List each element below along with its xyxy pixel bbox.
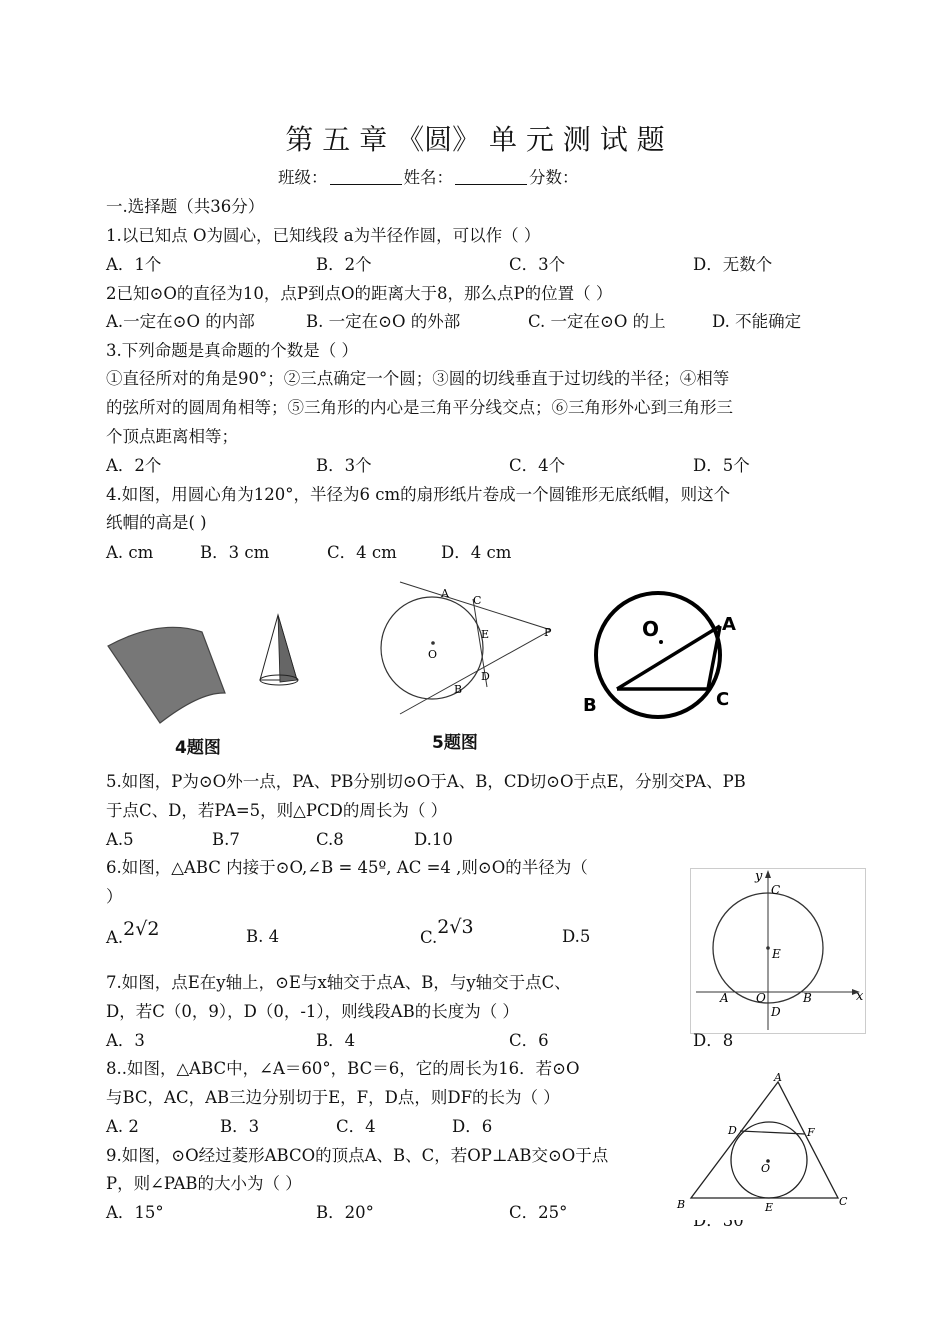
q8-option-d: D．6: [452, 1117, 493, 1136]
score-label: 分数：: [529, 168, 579, 187]
label-A: A: [774, 1071, 782, 1084]
label-O: O: [756, 991, 766, 1005]
q8-option-c: C．4: [336, 1117, 376, 1136]
label-y: y: [755, 869, 763, 884]
figure-5-caption: 5题图: [432, 733, 478, 753]
label-C: C: [839, 1195, 848, 1208]
q4-option-a: A. cm: [106, 543, 154, 562]
info-line: [278, 167, 579, 189]
name-label: 姓名：: [403, 168, 453, 187]
label-x: x: [856, 989, 864, 1004]
q6-option-c-label: C.: [420, 928, 438, 947]
q6-option-a: [106, 918, 160, 949]
figure-4-caption: 4题图: [175, 738, 221, 758]
label-C: C: [473, 594, 482, 607]
label-B: B: [803, 991, 812, 1005]
q6-option-a-value: 2√2: [123, 918, 160, 940]
q5-line1: 5.如图，P为⊙O外一点，PA、PB分别切⊙O于A、B，CD切⊙O于点E，分别交PA、PB: [106, 772, 746, 791]
label-D: D: [771, 1005, 781, 1019]
section-heading: 一.选择题（共36分）: [106, 197, 265, 216]
label-B: B: [454, 683, 463, 696]
q8-line1: 8..如图，△ABC中，∠A＝60°，BC＝6，它的周长为16．若⊙O: [106, 1059, 580, 1078]
label-O: O: [642, 617, 660, 641]
q4-option-c: C．4 cm: [327, 543, 397, 562]
q3-line3: 个顶点距离相等；: [106, 427, 238, 446]
label-A: A: [722, 614, 736, 635]
figure-8: [672, 1068, 854, 1220]
label-A: A: [720, 991, 729, 1005]
q3-stem: 3.下列命题是真命题的个数是（ ）: [106, 341, 358, 360]
figure-7: [690, 868, 866, 1034]
q4-line1: 4.如图，用圆心角为120°，半径为6 cm的扇形纸片卷成一个圆锥形无底纸帽，则这个: [106, 485, 731, 504]
label-P: P: [544, 626, 552, 639]
q2-option-b: B. 一定在⊙O 的外部: [306, 312, 461, 331]
label-E: E: [772, 947, 781, 961]
q7-option-b: B．4: [316, 1031, 356, 1050]
q2-option-a: A.一定在⊙O 的内部: [106, 312, 255, 331]
q9-option-a: A．15°: [106, 1203, 164, 1222]
q7-line2: D，若C（0，9），D（0，-1），则线段AB的长度为（ ）: [106, 1002, 519, 1021]
q7-option-a: A．3: [106, 1031, 145, 1050]
class-label: 班级：: [278, 168, 328, 187]
label-O: O: [428, 648, 438, 661]
q9-option-b: B．20°: [316, 1203, 374, 1222]
label-C: C: [716, 689, 730, 710]
q6-option-d: D.5: [562, 927, 591, 946]
q3-line1: ①直径所对的角是90°；②三点确定一个圆；③圆的切线垂直于过切线的半径；④相等: [106, 369, 730, 388]
q3-line2: 的弦所对的圆周角相等；⑤三角形的内心是三角平分线交点；⑥三角形外心到三角形三: [106, 398, 733, 417]
label-O: O: [761, 1162, 771, 1175]
q6-option-c-value: 2√3: [437, 916, 474, 938]
class-blank[interactable]: [330, 168, 402, 185]
label-F: F: [807, 1126, 815, 1139]
page-title: 第 五 章 《圆》 单 元 测 试 题: [285, 123, 665, 156]
q4-line2: 纸帽的高是( ): [106, 513, 207, 532]
q8-option-a: A. 2: [106, 1117, 139, 1136]
figure-6: [580, 578, 760, 720]
q9-line2: P，则∠PAB的大小为（ ）: [106, 1174, 302, 1193]
q1-option-a: A．1个: [106, 255, 162, 274]
q3-option-c: C．4个: [509, 456, 566, 475]
q6-option-b: B. 4: [246, 927, 280, 946]
q7-option-c: C．6: [509, 1031, 549, 1050]
label-B: B: [583, 695, 597, 716]
q3-option-b: B．3个: [316, 456, 372, 475]
q6-line2: ）: [106, 887, 123, 906]
cone-shape: [260, 615, 298, 685]
q4-option-b: B．3 cm: [200, 543, 270, 562]
q7-option-d: D．8: [693, 1031, 734, 1050]
q6-option-a-label: A.: [106, 928, 124, 947]
q5-line2: 于点C、D，若PA=5，则△PCD的周长为（ ）: [106, 801, 448, 820]
q8-option-b: B．3: [220, 1117, 260, 1136]
q5-option-d: D.10: [414, 830, 453, 849]
q9-line1: 9.如图，⊙O经过菱形ABCO的顶点A、B、C，若OP⊥AB交⊙O于点: [106, 1146, 609, 1165]
q3-option-d: D．5个: [693, 456, 750, 475]
label-C: C: [771, 883, 781, 897]
q9-option-c: C．25°: [509, 1203, 568, 1222]
q9-option-d: D．30: [693, 1211, 744, 1230]
name-blank[interactable]: [455, 168, 527, 185]
q7-line1: 7.如图，点E在y轴上，⊙E与x轴交于点A、B，与y轴交于点C、: [106, 973, 571, 992]
q1-option-d: D．无数个: [693, 255, 773, 274]
q4-option-d: D．4 cm: [441, 543, 512, 562]
figure-5: [370, 577, 570, 722]
label-A: A: [441, 587, 449, 600]
label-E: E: [765, 1201, 774, 1214]
q6-option-c: [420, 916, 474, 949]
q5-option-b: B.7: [212, 830, 240, 849]
q2-option-d: D. 不能确定: [712, 312, 802, 331]
q1-stem: 1.以已知点 O为圆心，已知线段 a为半径作圆，可以作（ ）: [106, 226, 541, 245]
q8-line2: 与BC，AC，AB三边分别切于E，F，D点，则DF的长为（ ）: [106, 1088, 560, 1107]
q3-option-a: A．2个: [106, 456, 162, 475]
label-E: E: [481, 628, 490, 641]
q2-stem: 2已知⊙O的直径为10，点P到点O的距离大于8，那么点P的位置（ ）: [106, 284, 613, 303]
q2-option-c: C. 一定在⊙O 的上: [528, 312, 666, 331]
q6-line1: 6.如图，△ABC 内接于⊙O,∠B = 45º, AC =4 ,则⊙O的半径为（: [106, 858, 588, 877]
label-D: D: [481, 670, 490, 683]
q1-option-b: B．2个: [316, 255, 372, 274]
label-B: B: [677, 1198, 686, 1211]
sector-shape: [108, 627, 225, 723]
q5-option-a: A.5: [106, 830, 134, 849]
q5-option-c: C.8: [316, 830, 344, 849]
q1-option-c: C．3个: [509, 255, 566, 274]
label-D: D: [728, 1124, 737, 1137]
